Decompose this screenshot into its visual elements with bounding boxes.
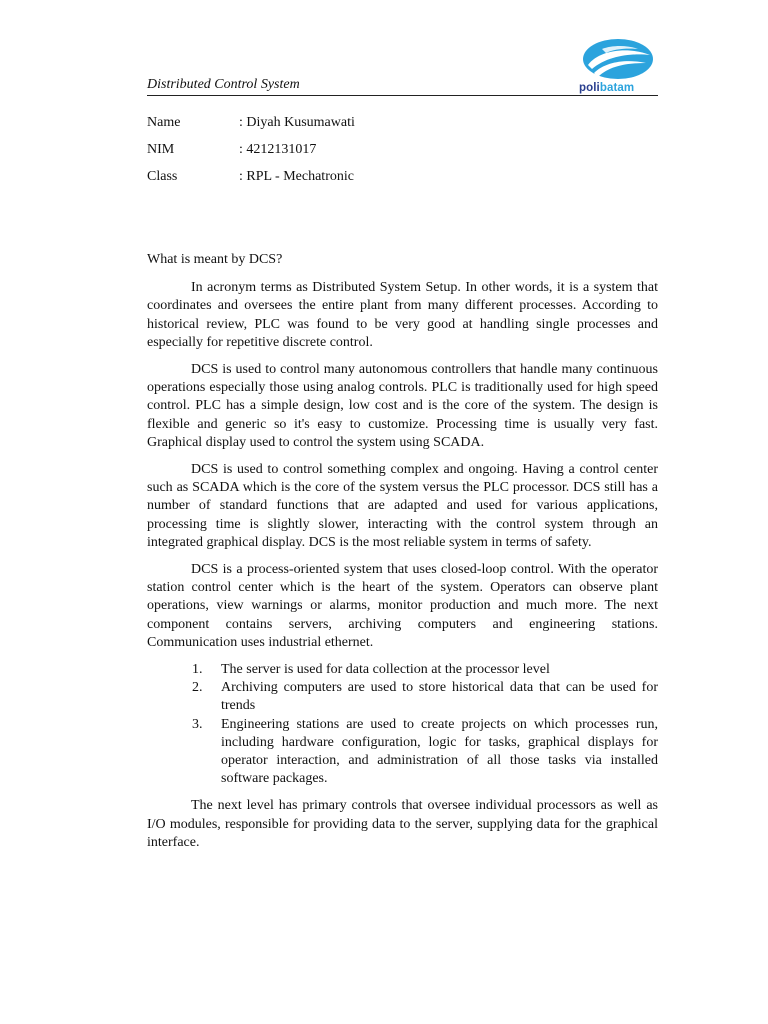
- closing-paragraph: The next level has primary controls that oversee individual processors as well as I/O modules, responsible for providing data to the server, supplying data for the graphical interface.: [147, 798, 658, 850]
- logo-text-batam: batam: [599, 82, 635, 94]
- paragraph: In acronym terms as Distributed System Setup. In other words, it is a system that coordinates and oversees the entire plant from many different processes. According to historical review, PLC was found to be very good at handling single processes and especially for repetitive discrete control.: [147, 280, 658, 350]
- section-question: What is meant by DCS?: [147, 252, 283, 267]
- list-text: Archiving computers are used to store historical data that can be used for trends: [221, 680, 658, 714]
- list-number: 2.: [192, 680, 203, 696]
- paragraph: DCS is a process-oriented system that uses closed-loop control. With the operator station control center which is the heart of the system. Operators can observe plant operations, view warnings or alarms, monitor production and much more. The next component contains servers, archiving computers and engineering stations. Communication uses industrial ethernet.: [147, 562, 658, 650]
- info-value: : RPL - Mechatronic: [239, 169, 354, 184]
- info-label: Class: [147, 169, 178, 184]
- list-item: [147, 661, 658, 679]
- list-item: [147, 716, 658, 789]
- list-number: 3.: [192, 716, 203, 732]
- logo-wordmark: [579, 82, 634, 94]
- list-text: The server is used for data collection at the processor level: [221, 662, 550, 678]
- info-value: : 4212131017: [239, 142, 317, 157]
- document-body: [147, 251, 658, 861]
- info-label: Name: [147, 115, 181, 130]
- list-text: Engineering stations are used to create projects on which processes run, including hardware configuration, logic for tasks, graphical displays for operator interaction, and administration of all those tasks via installed software packages.: [221, 716, 658, 787]
- paragraph: DCS is used to control many autonomous controllers that handle many continuous operations especially those using analog controls. PLC is traditionally used for high speed control. PLC has a simple design, low cost and is the core of the system. The design is flexible and generic so it's easy to customize. Processing time is usually very fast. Graphical display used to control the system using SCADA.: [147, 362, 658, 450]
- list-number: 1.: [192, 662, 203, 678]
- header-title: Distributed Control System: [147, 77, 300, 92]
- list-item: [147, 679, 658, 715]
- numbered-list: [147, 661, 658, 788]
- paragraph: DCS is used to control something complex and ongoing. Having a control center such as SCADA which is the core of the system versus the PLC processor. DCS still has a number of standard functions that are adapted and used for various applications, processing time is slightly slower, interacting with the control system through an integrated graphical display. DCS is the most reliable system in terms of safety.: [147, 462, 658, 550]
- info-value: : Diyah Kusumawati: [239, 115, 355, 130]
- info-label: NIM: [147, 142, 175, 157]
- logo-text-poli: poli: [579, 82, 600, 94]
